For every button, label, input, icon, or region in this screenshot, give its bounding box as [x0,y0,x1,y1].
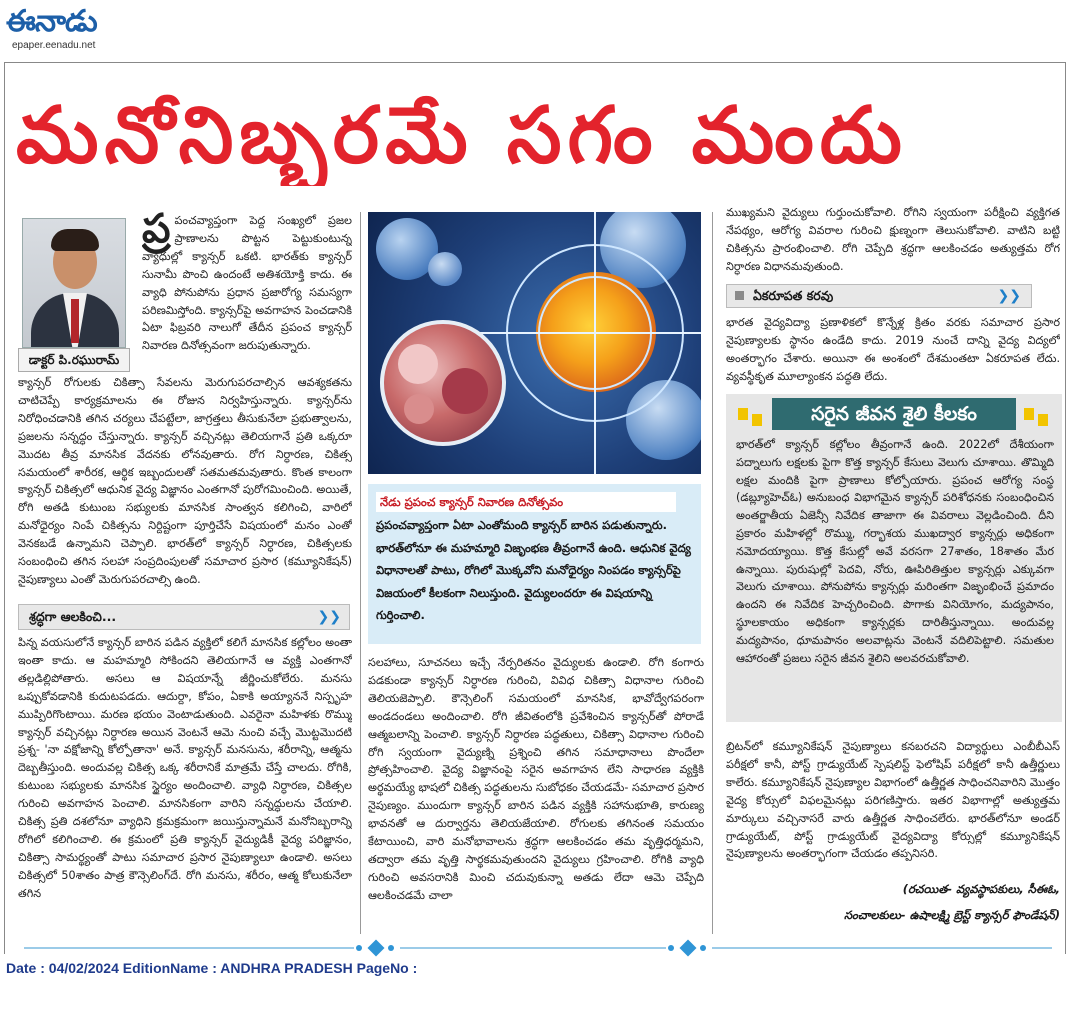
intro-text: పంచవ్యాప్తంగా పెద్ద సంఖ్యలో ప్రజల ప్రాణాలను పొట్టన పెట్టుకుంటున్న వ్యాధుల్లో క్యాన్సర్‌ ఒకటి. భారత్‌కు క్యాన్సర్‌ సునామీ పొంచి ఉందంటే అతిశయోక్తి కాదు. ఈ వ్యాధి పోనుపోను ప్రధాన ప్రజారోగ్య సమస్యగా పరిణమిస్తోంది. క్యాన్సర్‌పై అవగాహన పెంచడానికి ఏటా ఫిబ్రవరి నాలుగో తేదీన ప్రపంచ క్యాన్సర్‌ నివారణ దినోత్సవంగా జరుపుతున్నారు. [142,214,352,353]
sidebox-body: భారత్‌లో క్యాన్సర్‌ కల్లోలం తీవ్రంగానే ఉంది. 2022లో దేశీయంగా పద్నాలుగు లక్షలకు పైగా కొత్త క్యాన్సర్‌ కేసులు వెలుగు చూశాయి. తొమ్మిది లక్షల మందికి పైగా ప్రాణాలు కోల్పోయారు. ప్రపంచ ఆరోగ్య సంస్థ (డబ్ల్యూహెచ్‌ఓ) అనుబంధ విభాగమైన క్యాన్సర్‌ పరిశోధనకు సంబంధించిన అంతర్జాతీయ ఏజెన్సీ నివేదిక తాజాగా ఈ వివరాలు వెల్లడించింది. దీని ప్రకారం మహిళల్లో రొమ్ము, గర్భాశయ ముఖద్వార క్యాన్సర్లు అధికంగా నమోదయ్యాయి. కొత్త కేసుల్లో అవే వరసగా 27శాతం, 18శాతం మేర ఉన్నాయి. పురుషుల్లో పెదవి, నోరు, ఊపిరితిత్తుల క్యాన్సర్లు ఎక్కువగా వెలుగు చూశాయి. పోనుపోను క్యాన్సర్లు మరింతగా విజృంభించే ప్రమాదం ఉందని ఈ నివేదిక హెచ్చరించింది. పొగాకు వినియోగం, మద్యపానం, స్థూలకాయం అధికంగా క్యాన్సర్లకు దారితీస్తున్నాయి. అందువల్ల మద్యపానం, ధూమపానం అలవాట్లను వెంటనే వదిలిపెట్టాలి. సమతుల ఆహారంతో ప్రజలు సరైన జీవన శైలిని అలవరచుకోవాలి. [736,438,1054,665]
footer-ornament [4,940,1066,956]
chevron-right-icon: ❯❯ [997,288,1021,304]
byline-line-1: (రచయిత- వ్యవస్థాపకులు, సీఈఓ, [902,882,1060,896]
callout-body: ప్రపంచవ్యాప్తంగా ఏటా ఎంతోమంది క్యాన్సర్‌ బారిన పడుతున్నారు. భారత్‌లోనూ ఈ మహమ్మారి విజృంభణ తీవ్రంగానే ఉంది. ఆధునిక వైద్య విధానాలతో పాటు, రోగిలో మొక్కవోని మనోధైర్యం నింపడం క్యాన్సర్‌పై విజయంలో కీలకంగా నిలుస్తుంది. వైద్యులందరూ ఈ విషయాన్ని గుర్తించాలి. [376,518,691,622]
byline-line-2: సంచాలకులు- ఉషాలక్ష్మి బ్రెస్ట్‌ క్యాన్సర్‌ ఫౌండేషన్‌) [843,908,1060,922]
square-bullet-icon [738,408,748,420]
magnifier-lens [380,320,506,446]
eenadu-logo[interactable]: ఈనాడు [6,4,97,39]
lifestyle-sidebox [726,394,1062,722]
column-3-lower: బ్రిటన్‌లో కమ్యూనికేషన్‌ నైపుణ్యాలు కనబరచని విద్యార్థులు ఎంబీబీఎస్‌ పరీక్షలో కానీ, పోస్ట్‌ గ్రాడ్యుయేట్‌ స్పెషలిస్ట్‌ ఫెలోషిప్‌ పరీక్షలో కానీ ఉత్తీర్ణులు కాలేరు. కమ్యూనికేషన్‌ నైపుణ్యాల విభాగంలో ఉత్తీర్ణత సాధించనివారిని మొత్తం వైద్య కోర్సులో విఫలమైనట్లు పరిగణిస్తారు. ఇతర విభాగాల్లో అత్యుత్తమ మార్కులు వచ్చినాసరే వారు ఉత్తీర్ణత సాధించలేరు. భారత్‌లోనూ అండర్‌ గ్రాడ్యుయేట్‌, పోస్ట్‌ గ్రాడ్యుయేట్‌ వైద్యవిద్యా కోర్సుల్లో కమ్యూనికేషన్‌ నైపుణ్యాలను అంతర్భాగంగా చేయడం తప్పనిసరి. [726,740,1060,861]
sidebox-title: సరైన జీవన శైలి కీలకం [772,398,1016,430]
cancer-cell-illustration [368,212,701,474]
drop-cap: ప్ర [142,212,171,252]
column-divider [712,212,713,934]
author-photo [22,218,126,348]
epaper-url[interactable]: epaper.eenadu.net [12,40,96,51]
edition-info: Date : 04/02/2024 EditionName : ANDHRA PRADESH PageNo : [6,960,418,976]
subhead-listen-carefully [18,604,350,630]
callout-title: నేడు ప్రపంచ క్యాన్సర్‌ నివారణ దినోత్సవం [376,492,676,512]
masthead [6,4,146,54]
subhead-2-label: ఏకరూపత కరవు [753,288,834,303]
column-1-lower: పిన్న వయసులోనే క్యాన్సర్‌ బారిన పడిన వ్యక్తిలో కలిగే మానసిక కల్లోలం అంతా ఇంతా కాదు. ఆ మహమ్మారి సోకిందని తెలియగానే ఆ వ్యక్తి ఎంతగానో తల్లడిల్లిపోతారు. అసలు ఆ విషయాన్నే జీర్ణించుకోలేరు. మనసు ఒప్పుకోవడానికి కుదుటపడదు. ఆదుర్దా, కోపం, ఏకాకి అయ్యాననే నిస్పృహ ముప్పిరిగొంటాయి. మరణ భయం వెంటాడుతుంది. ఎవరైనా మహిళకు రొమ్ము క్యాన్సర్‌ వచ్చినట్లు నిర్ధారణ అయిన వెంటనే ఆమె నుంచి వచ్చే మొట్టమొదటి ప్రశ్న- 'నా వక్షోజాన్ని కోల్పోతానా' అనే. క్యాన్సర్‌ మనసును, శరీరాన్ని, ఆత్మను దెబ్బతీస్తుంది. అందువల్ల చికిత్స ఒక్క శరీరానికే మాత్రమే చేస్తే చాలదు. రోగికి, కుటుంబ సభ్యులకు మానసిక స్థైర్యం అందించాలి. వ్యాధి నిర్ధారణ, చికిత్సల గురించి అవగాహన పెంచాలి. మానసికంగా వారిని సన్నద్ధులను చేయాలి. చికిత్స ప్రతి దశలోనూ వ్యాధిని క్రమక్రమంగా జయిస్తున్నామనే మనోనిబ్బరాన్ని రోగిలో కలిగించాలి. ఈ క్రమంలో ప్రతి క్యాన్సర్‌ వైద్యుడికీ వైద్య పరిజ్ఞానం, చికిత్సా సామర్థ్యంతో పాటు సమాచార ప్రసార నైపుణ్యాలూ ఉండాలి. అసలు చికిత్సలో 50శాతం పాత్ర కౌన్సెలింగ్‌దే. రోగి మనసు, శరీరం, ఆత్మ కోలుకునేలా తగిన [18,636,352,900]
column-3-top: ముఖ్యమని వైద్యులు గుర్తుంచుకోవాలి. రోగిని స్వయంగా పరీక్షించి వ్యక్తిగత నేపథ్యం, ఆరోగ్య వివరాల గురించి క్షుణ్నంగా తెలుసుకోవాలి. వాటిని బట్టి చికిత్సను ప్రారంభించాలి. రోగి చెప్పేది శ్రద్ధగా ఆలకించడం అత్యుత్తమ రోగ నిర్ధారణ విధానమవుతుంది. [726,206,1060,273]
subhead-no-uniformity [726,284,1032,308]
column-3-mid: భారత వైద్యవిద్యా ప్రణాళికలో కొన్నేళ్ల క్రితం వరకు సమాచార ప్రసార నైపుణ్యాలకు స్థానం ఉండేది కాదు. 2019 నుంచే దాన్ని వైద్య విద్యలో అంతర్భాగం చేశారు. అయినా ఈ అంశంలో దేశమంతటా ఏకరూపత లేదు. వ్యవస్థీకృత మూల్యాంకన పద్ధతి లేదు. [726,316,1060,383]
chevron-right-icon: ❯❯ [317,609,341,625]
column-1-intro [142,212,352,368]
column-1-body: క్యాన్సర్‌ రోగులకు చికిత్సా సేవలను మెరుగుపరచాల్సిన ఆవశ్యకతను చాటిచెప్పే కార్యక్రమాలను ఈ రోజున నిర్వహిస్తున్నారు. క్యాన్సర్‌ను నిరోధించడానికి తగిన చర్యలు చేపట్టేలా, జాగ్రత్తలు తీసుకునేలా ప్రభుత్వాలను, ప్రజలను సన్నద్ధం చేస్తున్నారు. క్యాన్సర్‌ వచ్చినట్లు తెలియగానే ప్రతి ఒక్కరూ మొదట తీవ్ర మానసిక వేదనకు లోనవుతారు. రోగ నిర్ధారణ, చికిత్స సమయంలో శారీరక, ఆర్థిక ఇబ్బందులతో సతమతమవుతారు. కొంత కాలంగా క్యాన్సర్‌ చికిత్సలో ఆధునిక వైద్య విజ్ఞానం ఎంతగానో పురోగమించింది. అయితే, రోగి అతడి కుటుంబ సభ్యులకు మానసిక సాంత్వన కలిగించి, వారిలో మనోధైర్యం నింపే చికిత్సను నిర్దిష్టంగా పూర్తిచేసే విషయంలో మనం ఎంతో వెనకబడే ఉన్నామని చెప్పాలి. భారత్‌లో క్యాన్సర్‌ నిర్ధారణ, చికిత్సలకు సంబంధించి తగిన సలహా సంప్రదింపులతో సమాచార ప్రసార (కమ్యూనికేషన్‌) నైపుణ్యాలు ఎంతో మెరుగుపరచాల్సి ఉంది. [18,376,352,586]
square-bullet-icon [752,414,762,426]
column-divider [360,212,361,934]
square-bullet-icon [1024,408,1034,420]
square-bullet-icon [1038,414,1048,426]
article-headline: మనోనిబ్బరమే సగం మందు [16,91,908,181]
column-2-lower: సలహాలు, సూచనలు ఇచ్చే నేర్పరితనం వైద్యులకు ఉండాలి. రోగి కంగారు పడకుండా క్యాన్సర్‌ నిర్ధారణ గురించి, వివిధ చికిత్సా విధానాల గురించి తెలియజెప్పాలి. కౌన్సెలింగ్‌ సమయంలో మానసిక, భావోద్వేగపరంగా అండదండలు అందించాలి. రోగి జీవితంలోకి ప్రవేశించిన క్యాన్సర్‌తో పోరాడే ఆత్మబలాన్ని పెంచాలి. క్యాన్సర్‌ నిర్ధారణ పద్ధతులు, చికిత్సా విధానాల గురించి రోగి స్వయంగా వైద్యుణ్ని ప్రశ్నించి తగిన సమాధానాలు పొందేలా ప్రోత్సహించాలి. వైద్య విజ్ఞానంపై సరైన అవగాహన లేని సాధారణ వ్యక్తికి అర్థమయ్యే భాషలో చికిత్స పద్ధతులను సుబోధకం చేయడమే- సమాచార ప్రసార నైపుణ్యం. ముందుగా క్యాన్సర్‌ బారిన పడిన వ్యక్తికి సహానుభూతి, కారుణ్య భావనతో ఆ దుర్వార్తను తెలియజేయాలి. రోగులకు తగినంత సమయం కేటాయించి, వారి మనోభావాలను శ్రద్ధగా ఆలకించడం తమ వృత్తిధర్మమని, తద్వారా తమ వృత్తి సార్థకమవుతుందని వైద్యులు గ్రహించాలి. రోగికి వ్యాధి గురించి అవసరానికి మించి చదువుకున్నా అతడు లేదా ఆమె చెప్పేది ఆలకించడమే చాలా [368,656,704,902]
author-caption: డాక్టర్‌ పి.రఘురామ్‌ [18,348,130,372]
subhead-1-label: శ్రద్ధగా ఆలకించి... [29,609,117,624]
callout-box [368,484,701,644]
square-bullet-icon [735,291,744,300]
